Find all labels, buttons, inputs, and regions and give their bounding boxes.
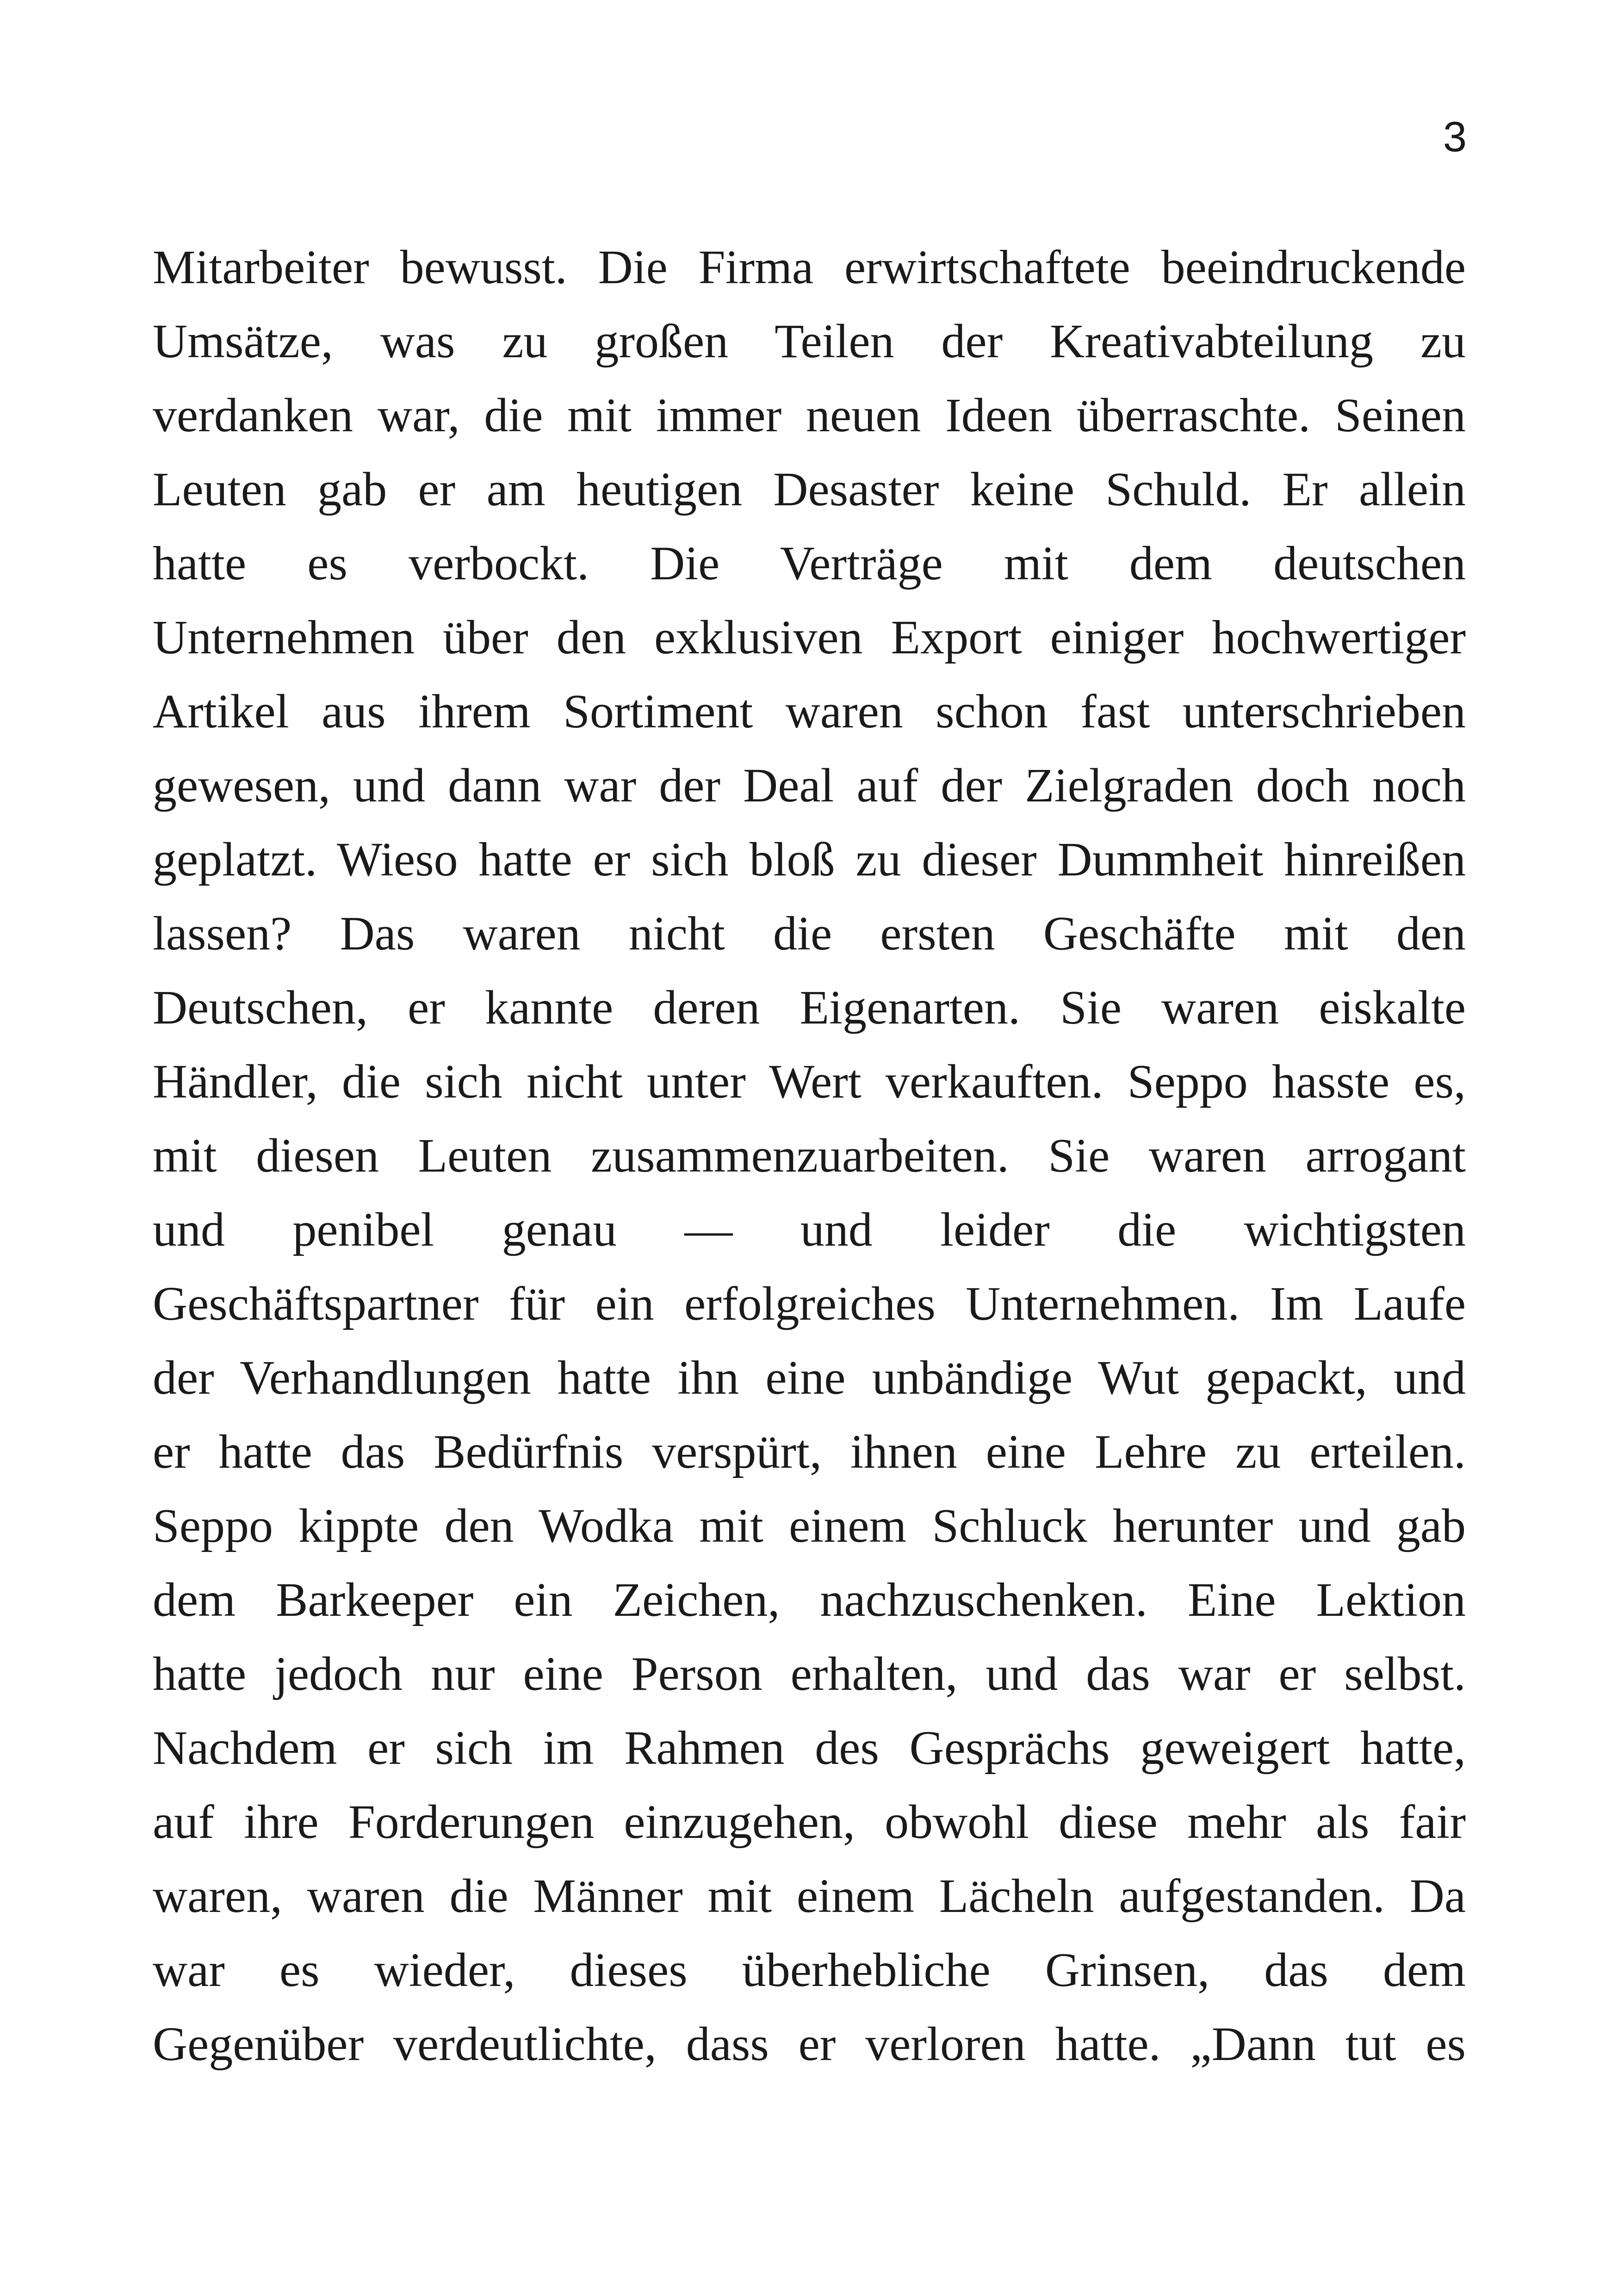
text-line: Nachdem er sich im Rahmen des Gesprächs geweigert hatte,: [153, 1721, 1466, 1775]
text-line: war es wieder, dieses überhebliche Grinsen, das dem: [153, 1943, 1466, 1997]
text-line: geplatzt. Wieso hatte er sich bloß zu dieser Dummheit hinreißen: [153, 833, 1466, 886]
text-line: und penibel genau — und leider die wichtigsten: [153, 1203, 1466, 1256]
text-line: auf ihre Forderungen einzugehen, obwohl diese mehr als fair: [153, 1795, 1466, 1849]
text-line: lassen? Das waren nicht die ersten Geschäfte mit den: [153, 907, 1466, 960]
text-line: Geschäftspartner für ein erfolgreiches Unternehmen. Im Laufe: [153, 1277, 1466, 1330]
text-line: Händler, die sich nicht unter Wert verkauften. Seppo hasste es,: [153, 1055, 1466, 1108]
text-line: verdanken war, die mit immer neuen Ideen überraschte. Seinen: [153, 389, 1466, 442]
text-line: waren, waren die Männer mit einem Lächeln aufgestanden. Da: [153, 1869, 1466, 1923]
text-line: Mitarbeiter bewusst. Die Firma erwirtschaftete beeindruckende: [153, 241, 1466, 294]
text-line: er hatte das Bedürfnis verspürt, ihnen eine Lehre zu erteilen.: [153, 1425, 1466, 1478]
text-line: Seppo kippte den Wodka mit einem Schluck herunter und gab: [153, 1499, 1466, 1552]
text-line: Leuten gab er am heutigen Desaster keine Schuld. Er allein: [153, 463, 1466, 516]
text-line: Umsätze, was zu großen Teilen der Kreativabteilung zu: [153, 315, 1466, 368]
page-number: 3: [1443, 113, 1467, 161]
text-line: hatte es verbockt. Die Verträge mit dem deutschen: [153, 537, 1466, 590]
text-line: Unternehmen über den exklusiven Export einiger hochwertiger: [153, 611, 1466, 664]
text-line: dem Barkeeper ein Zeichen, nachzuschenken. Eine Lektion: [153, 1573, 1466, 1626]
text-line: gewesen, und dann war der Deal auf der Zielgraden doch noch: [153, 759, 1466, 812]
text-line: hatte jedoch nur eine Person erhalten, und das war er selbst.: [153, 1647, 1466, 1700]
text-line: Gegenüber verdeutlichte, dass er verloren hatte. „Dann tut es: [153, 2017, 1466, 2071]
text-line: mit diesen Leuten zusammenzuarbeiten. Sie waren arrogant: [153, 1129, 1466, 1182]
text-line: Deutschen, er kannte deren Eigenarten. Sie waren eiskalte: [153, 981, 1466, 1034]
body-text: [153, 230, 1466, 2081]
text-line: Artikel aus ihrem Sortiment waren schon fast unterschrieben: [153, 685, 1466, 738]
text-line: der Verhandlungen hatte ihn eine unbändige Wut gepackt, und: [153, 1351, 1466, 1404]
